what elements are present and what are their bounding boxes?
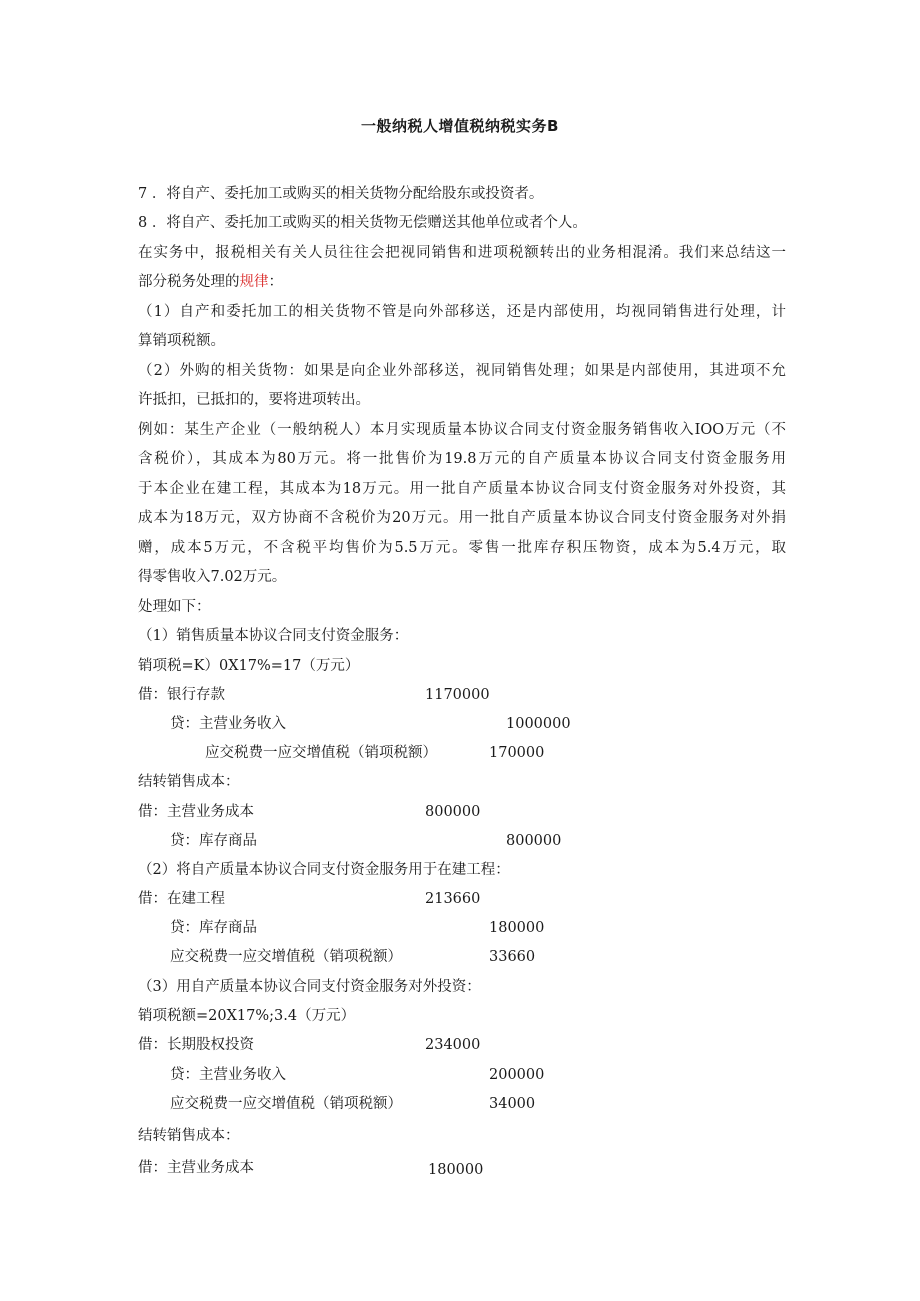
s1-cost-credit-amount: 800000 xyxy=(506,833,562,849)
s2-credit2-label: 应交税费一应交增值税（销项税额） xyxy=(170,949,402,965)
s1-debit-amount: 1170000 xyxy=(425,687,490,703)
s2-credit1-amount: 180000 xyxy=(489,920,545,936)
intro-line-2-pre: 部分税务处理的 xyxy=(138,274,240,290)
s2-debit-amount: 213660 xyxy=(425,891,481,907)
processing-heading: 处理如下： xyxy=(138,599,211,615)
s3-debit-label: 借：长期股权投资 xyxy=(138,1037,254,1053)
section-2-heading: （2）将自产质量本协议合同支付资金服务用于在建工程： xyxy=(138,862,510,878)
s2-credit2-amount: 33660 xyxy=(489,949,536,965)
section-3-formula: 销项税额=20X17%;3.4（万元） xyxy=(138,1008,356,1024)
s2-debit-label: 借：在建工程 xyxy=(138,891,225,907)
rule-1-line-2: 算销项税额。 xyxy=(138,333,225,349)
s3-cost-debit-amount: 180000 xyxy=(428,1162,484,1178)
example-line-5: 赠，成本5万元，不含税平均售价为5.5万元。零售一批库存积压物资，成本为5.4万元，取 xyxy=(138,540,786,556)
s3-credit2-amount: 34000 xyxy=(489,1096,536,1112)
section-3-heading: （3）用自产质量本协议合同支付资金服务对外投资： xyxy=(138,979,481,995)
list-item-7: 7 ．将自产、委托加工或购买的相关货物分配给股东或投资者。 xyxy=(138,186,544,202)
document-title: 一般纳税人增值税纳税实务B xyxy=(361,117,559,135)
s3-transfer-heading: 结转销售成本： xyxy=(138,1128,240,1144)
s1-cost-debit-amount: 800000 xyxy=(425,804,481,820)
example-line-6: 得零售收入7.02万元。 xyxy=(138,569,287,585)
s3-debit-amount: 234000 xyxy=(425,1037,481,1053)
example-line-1: 例如：某生产企业（一般纳税人）本月实现质量本协议合同支付资金服务销售收入IOO万元（不 xyxy=(138,422,786,438)
s1-credit1-amount: 1000000 xyxy=(506,716,571,732)
s1-credit1-label: 贷：主营业务收入 xyxy=(170,716,286,732)
example-line-2: 含税价），其成本为80万元。将一批售价为19.8万元的自产质量本协议合同支付资金服务用 xyxy=(138,451,786,467)
s2-credit1-label: 贷：库存商品 xyxy=(170,920,257,936)
s1-debit-label: 借：银行存款 xyxy=(138,687,225,703)
highlight-rule-word: 规律 xyxy=(239,274,269,290)
section-1-heading: （1）销售质量本协议合同支付资金服务： xyxy=(138,628,409,644)
s3-credit2-label: 应交税费一应交增值税（销项税额） xyxy=(170,1096,402,1112)
list-item-8: 8 ．将自产、委托加工或购买的相关货物无偿赠送其他单位或者个人。 xyxy=(138,215,587,231)
rule-2-line-1: （2）外购的相关货物：如果是向企业外部移送，视同销售处理；如果是内部使用，其进项不允 xyxy=(138,363,786,379)
intro-line-1: 在实务中，报税相关有关人员往往会把视同销售和进项税额转出的业务相混淆。我们来总结这一 xyxy=(138,245,786,261)
s3-credit1-amount: 200000 xyxy=(489,1067,545,1083)
rule-2-line-2: 许抵扣，已抵扣的，要将进项转出。 xyxy=(138,392,370,408)
example-line-4: 成本为18万元，双方协商不含税价为20万元。用一批自产质量本协议合同支付资金服务对外捐 xyxy=(138,510,786,526)
s1-cost-credit-label: 贷：库存商品 xyxy=(170,833,257,849)
example-line-3: 于本企业在建工程，其成本为18万元。用一批自产质量本协议合同支付资金服务对外投资，其 xyxy=(138,481,786,497)
s1-credit2-label: 应交税费一应交增值税（销项税额） xyxy=(205,745,437,761)
s1-transfer-heading: 结转销售成本： xyxy=(138,774,240,790)
intro-line-2 xyxy=(138,272,283,292)
s3-credit1-label: 贷：主营业务收入 xyxy=(170,1067,286,1083)
s1-credit2-amount: 170000 xyxy=(489,745,545,761)
section-1-formula: 销项税=K）0X17%=17（万元） xyxy=(138,658,360,674)
rule-1-line-1: （1）自产和委托加工的相关货物不管是向外部移送，还是内部使用，均视同销售进行处理，计 xyxy=(138,304,786,320)
s1-cost-debit-label: 借：主营业务成本 xyxy=(138,804,254,820)
intro-line-2-post: ： xyxy=(268,274,283,290)
s3-cost-debit-label: 借：主营业务成本 xyxy=(138,1160,254,1176)
